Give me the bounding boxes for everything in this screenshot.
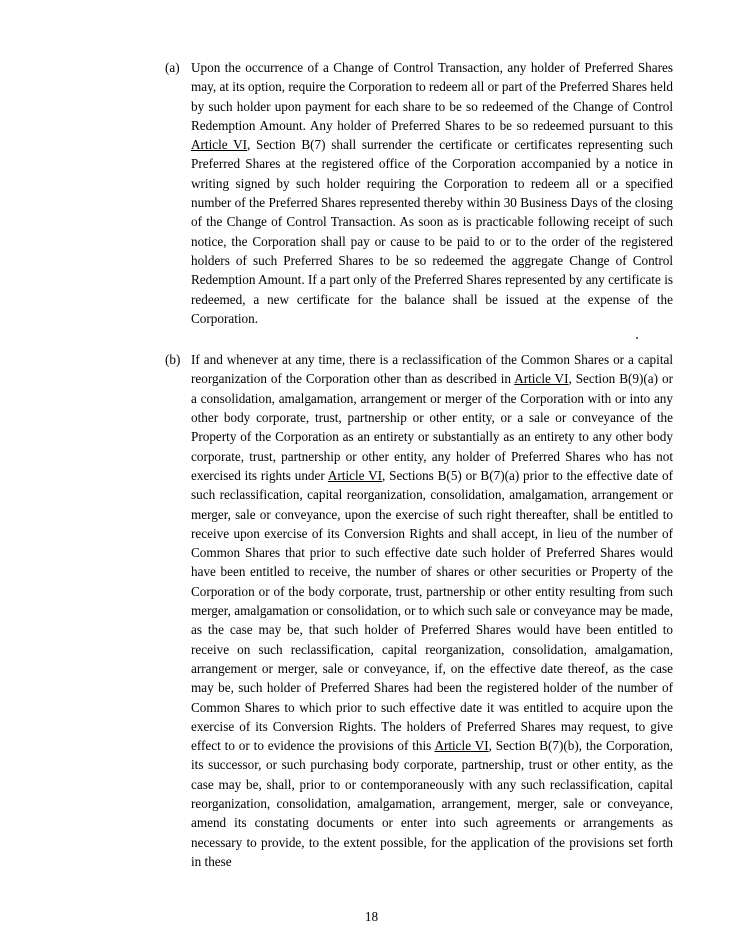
paragraph-marker-a: (a) [165,60,180,75]
text-run: , Sections B(5) or B(7)(a) prior to the effective date of such reclassification, capital reorganization, consolidation, amalgamation, arrangement or merger, sale or conveyance, upon the exercise of such right thereafter, shall be entitled to receive upon exercise of its Conversion Rights and shall accept, in lieu of the number of Common Shares that prior to such effective date such holder of Preferred Shares would have been entitled to receive, the number of shares or other securities or Property of the Corporation or of the body corporate, trust, partnership or other entity resulting from such merger, amalgamation or consolidation, or to which such sale or conveyance may be made, as the case may be, that such holder of Preferred Shares would have been entitled to receive on such reclassification, capital reorganization, consolidation, amalgamation, arrangement or merger, sale or conveyance, if, on the effective date thereof, as the case may be, such holder of Preferred Shares had been the registered holder of the number of Common Shares to which prior to such effective date it was entitled to acquire upon the exercise of its Conversion Rights. The holders of Preferred Shares may request, to give effect to or to evidence the provisions of this [191,467,673,754]
cross-reference: Article VI [514,371,569,387]
text-run: , Section B(9)(a) or a consolidation, amalgamation, arrangement or merger of the Corporation with or into any other body corporate, trust, partnership or other entity, or a sale or conveyance of the Property of the Corporation as an entirety or substantially as an entirety to any other body corporate, trust, partnership or other entity, any holder of Preferred Shares who has not exercised its rights under [191,371,673,483]
cross-reference: Article VI [327,467,382,483]
paragraph-marker-b: (b) [165,352,181,368]
stray-ink-mark [636,337,638,339]
text-run: , Section B(7)(b), the Corporation, its successor, or such purchasing body corporate, partnership, trust or other entity, as the case may be, shall, prior to or contemporaneously with any such reclassification, capital reorganization, consolidation, amalgamation, arrangement, merger, sale or conveyance, amend its constating documents or enter into such agreements or arrangements as necessary to provide, to the extent possible, for the application of the provisions set forth in these [191,738,673,869]
page-number: 18 [364,909,379,924]
text-run: Upon the occurrence of a Change of Control Transaction, any holder of Preferred Shares may, at its option, require the Corporation to redeem all or part of the Preferred Shares held by such holder upon payment for each share to be so redeemed of the Change of Control Redemption Amount. Any holder of Preferred Shares to be so redeemed pursuant to this [191,60,673,133]
text-run: , Section B(7) shall surrender the certificate or certificates representing such Preferred Shares at the registered office of the Corporation accompanied by a notice in writing signed by such holder requiring the Corporation to redeem all or a specified number of the Preferred Shares represented thereby within 30 Business Days of the closing of the Change of Control Transaction. As soon as is practicable following receipt of such notice, the Corporation shall pay or cause to be paid to or to the order of the registered holders of such Preferred Shares to be so redeemed the aggregate Change of Control Redemption Amount. If a part only of the Preferred Shares represented by any certificate is redeemed, a new certificate for the balance shall be issued at the expense of the Corporation. [191,137,674,326]
paragraph-b [165,350,673,871]
cross-reference: Article VI [191,137,248,153]
paragraph-text-a [191,58,673,328]
paragraph-text-b [191,350,673,871]
cross-reference: Article VI [434,738,489,754]
paragraph-a [165,58,673,328]
text-run: If and whenever at any time, there is a reclassification of the Common Shares or a capital reorganization of the Corporation other than as described in [191,352,673,387]
